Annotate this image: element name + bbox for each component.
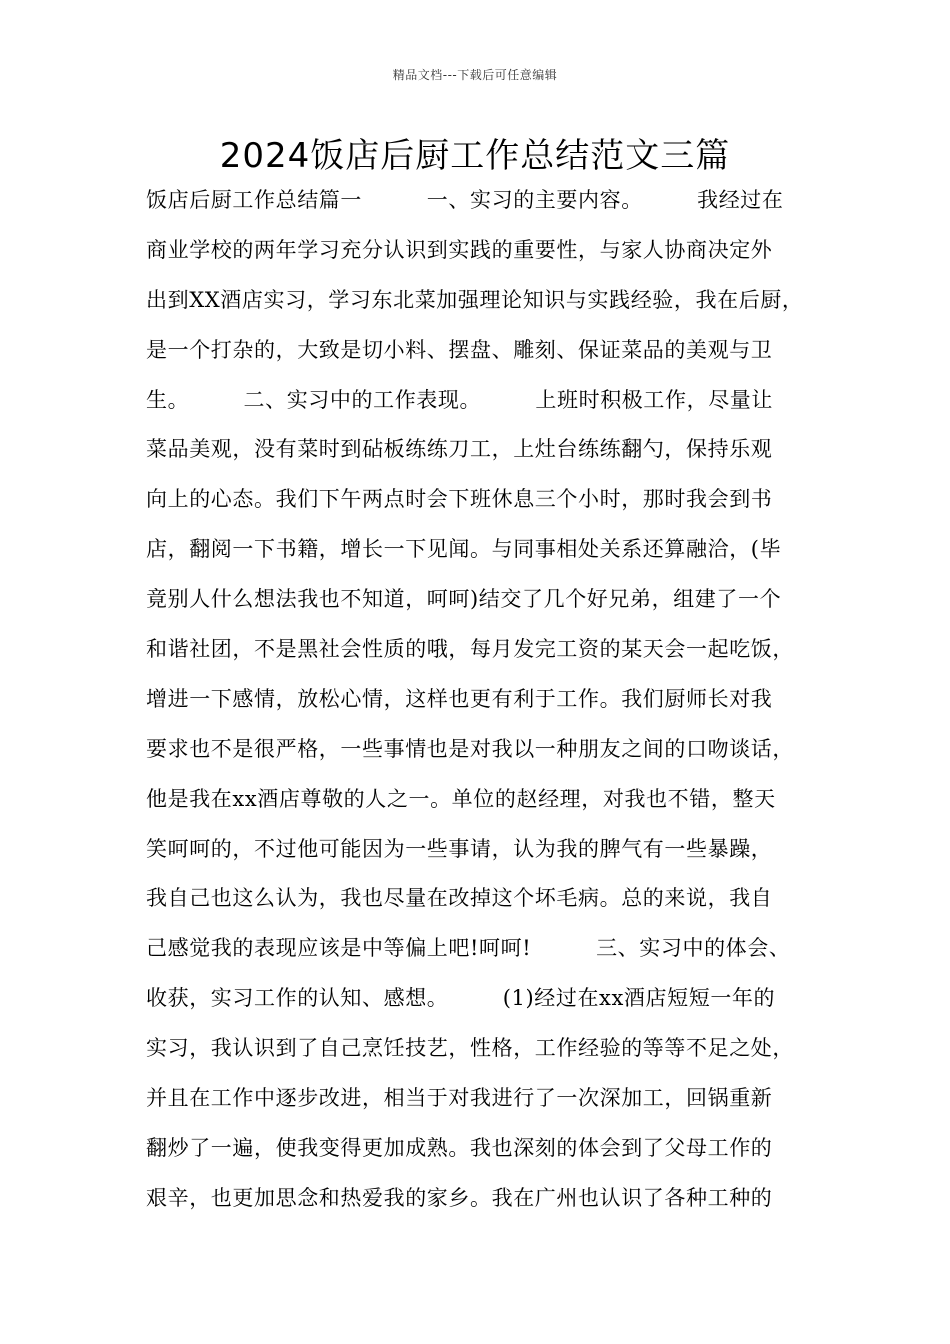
body-line: 增进一下感情，放松心情，这样也更有利于工作。我们厨师长对我 — [146, 686, 773, 711]
body-line: 和谐社团，不是黑社会性质的哦，每月发完工资的某天会一起吃饭， — [146, 637, 794, 662]
body-line: 实习，我认识到了自己烹饪技艺，性格，工作经验的等等不足之处， — [146, 1036, 794, 1061]
body-line: 收获，实习工作的认知、感想。 (1)经过在xx酒店短短一年的 — [146, 986, 776, 1011]
body-line: 饭店后厨工作总结篇一 一、实习的主要内容。 我经过在 — [146, 188, 784, 212]
body-line: 向上的心态。我们下午两点时会下班休息三个小时，那时我会到书 — [146, 487, 773, 512]
body-line: 翻炒了一遍，使我变得更加成熟。我也深刻的体会到了父母工作的 — [146, 1135, 773, 1160]
body-line: 并且在工作中逐步改进，相当于对我进行了一次深加工，回锅重新 — [146, 1086, 773, 1111]
document-body — [146, 180, 826, 1228]
body-line: 出到XX酒店实习，学习东北菜加强理论知识与实践经验，我在后厨， — [146, 287, 804, 312]
body-line: 笑呵呵的，不过他可能因为一些事请，认为我的脾气有一些暴躁， — [146, 836, 773, 861]
document-header-note: 精品文档---下载后可任意编辑 — [392, 68, 558, 82]
body-line: 竟别人什么想法我也不知道，呵呵)结交了几个好兄弟，组建了一个 — [146, 587, 782, 612]
document-title: 2024饭店后厨工作总结范文三篇 — [219, 136, 731, 176]
body-line: 商业学校的两年学习充分认识到实践的重要性，与家人协商决定外 — [146, 237, 773, 262]
body-line: 菜品美观，没有菜时到砧板练练刀工，上灶台练练翻勺，保持乐观 — [146, 437, 773, 462]
body-line: 店，翻阅一下书籍，增长一下见闻。与同事相处关系还算融洽，(毕 — [146, 537, 782, 562]
body-line: 我自己也这么认为，我也尽量在改掉这个坏毛病。总的来说，我自 — [146, 886, 773, 911]
body-line: 己感觉我的表现应该是中等偏上吧!呵呵! 三、实习中的体会、 — [146, 936, 791, 961]
body-line: 艰辛，也更加思念和热爱我的家乡。我在广州也认识了各种工种的 — [146, 1185, 773, 1210]
body-line: 他是我在xx酒店尊敬的人之一。单位的赵经理，对我也不错，整天 — [146, 786, 776, 811]
body-line: 是一个打杂的，大致是切小料、摆盘、雕刻、保证菜品的美观与卫 — [146, 337, 773, 362]
body-line: 生。 二、实习中的工作表现。 上班时积极工作，尽量让 — [146, 387, 773, 412]
body-line: 要求也不是很严格，一些事情也是对我以一种朋友之间的口吻谈话， — [146, 736, 794, 761]
